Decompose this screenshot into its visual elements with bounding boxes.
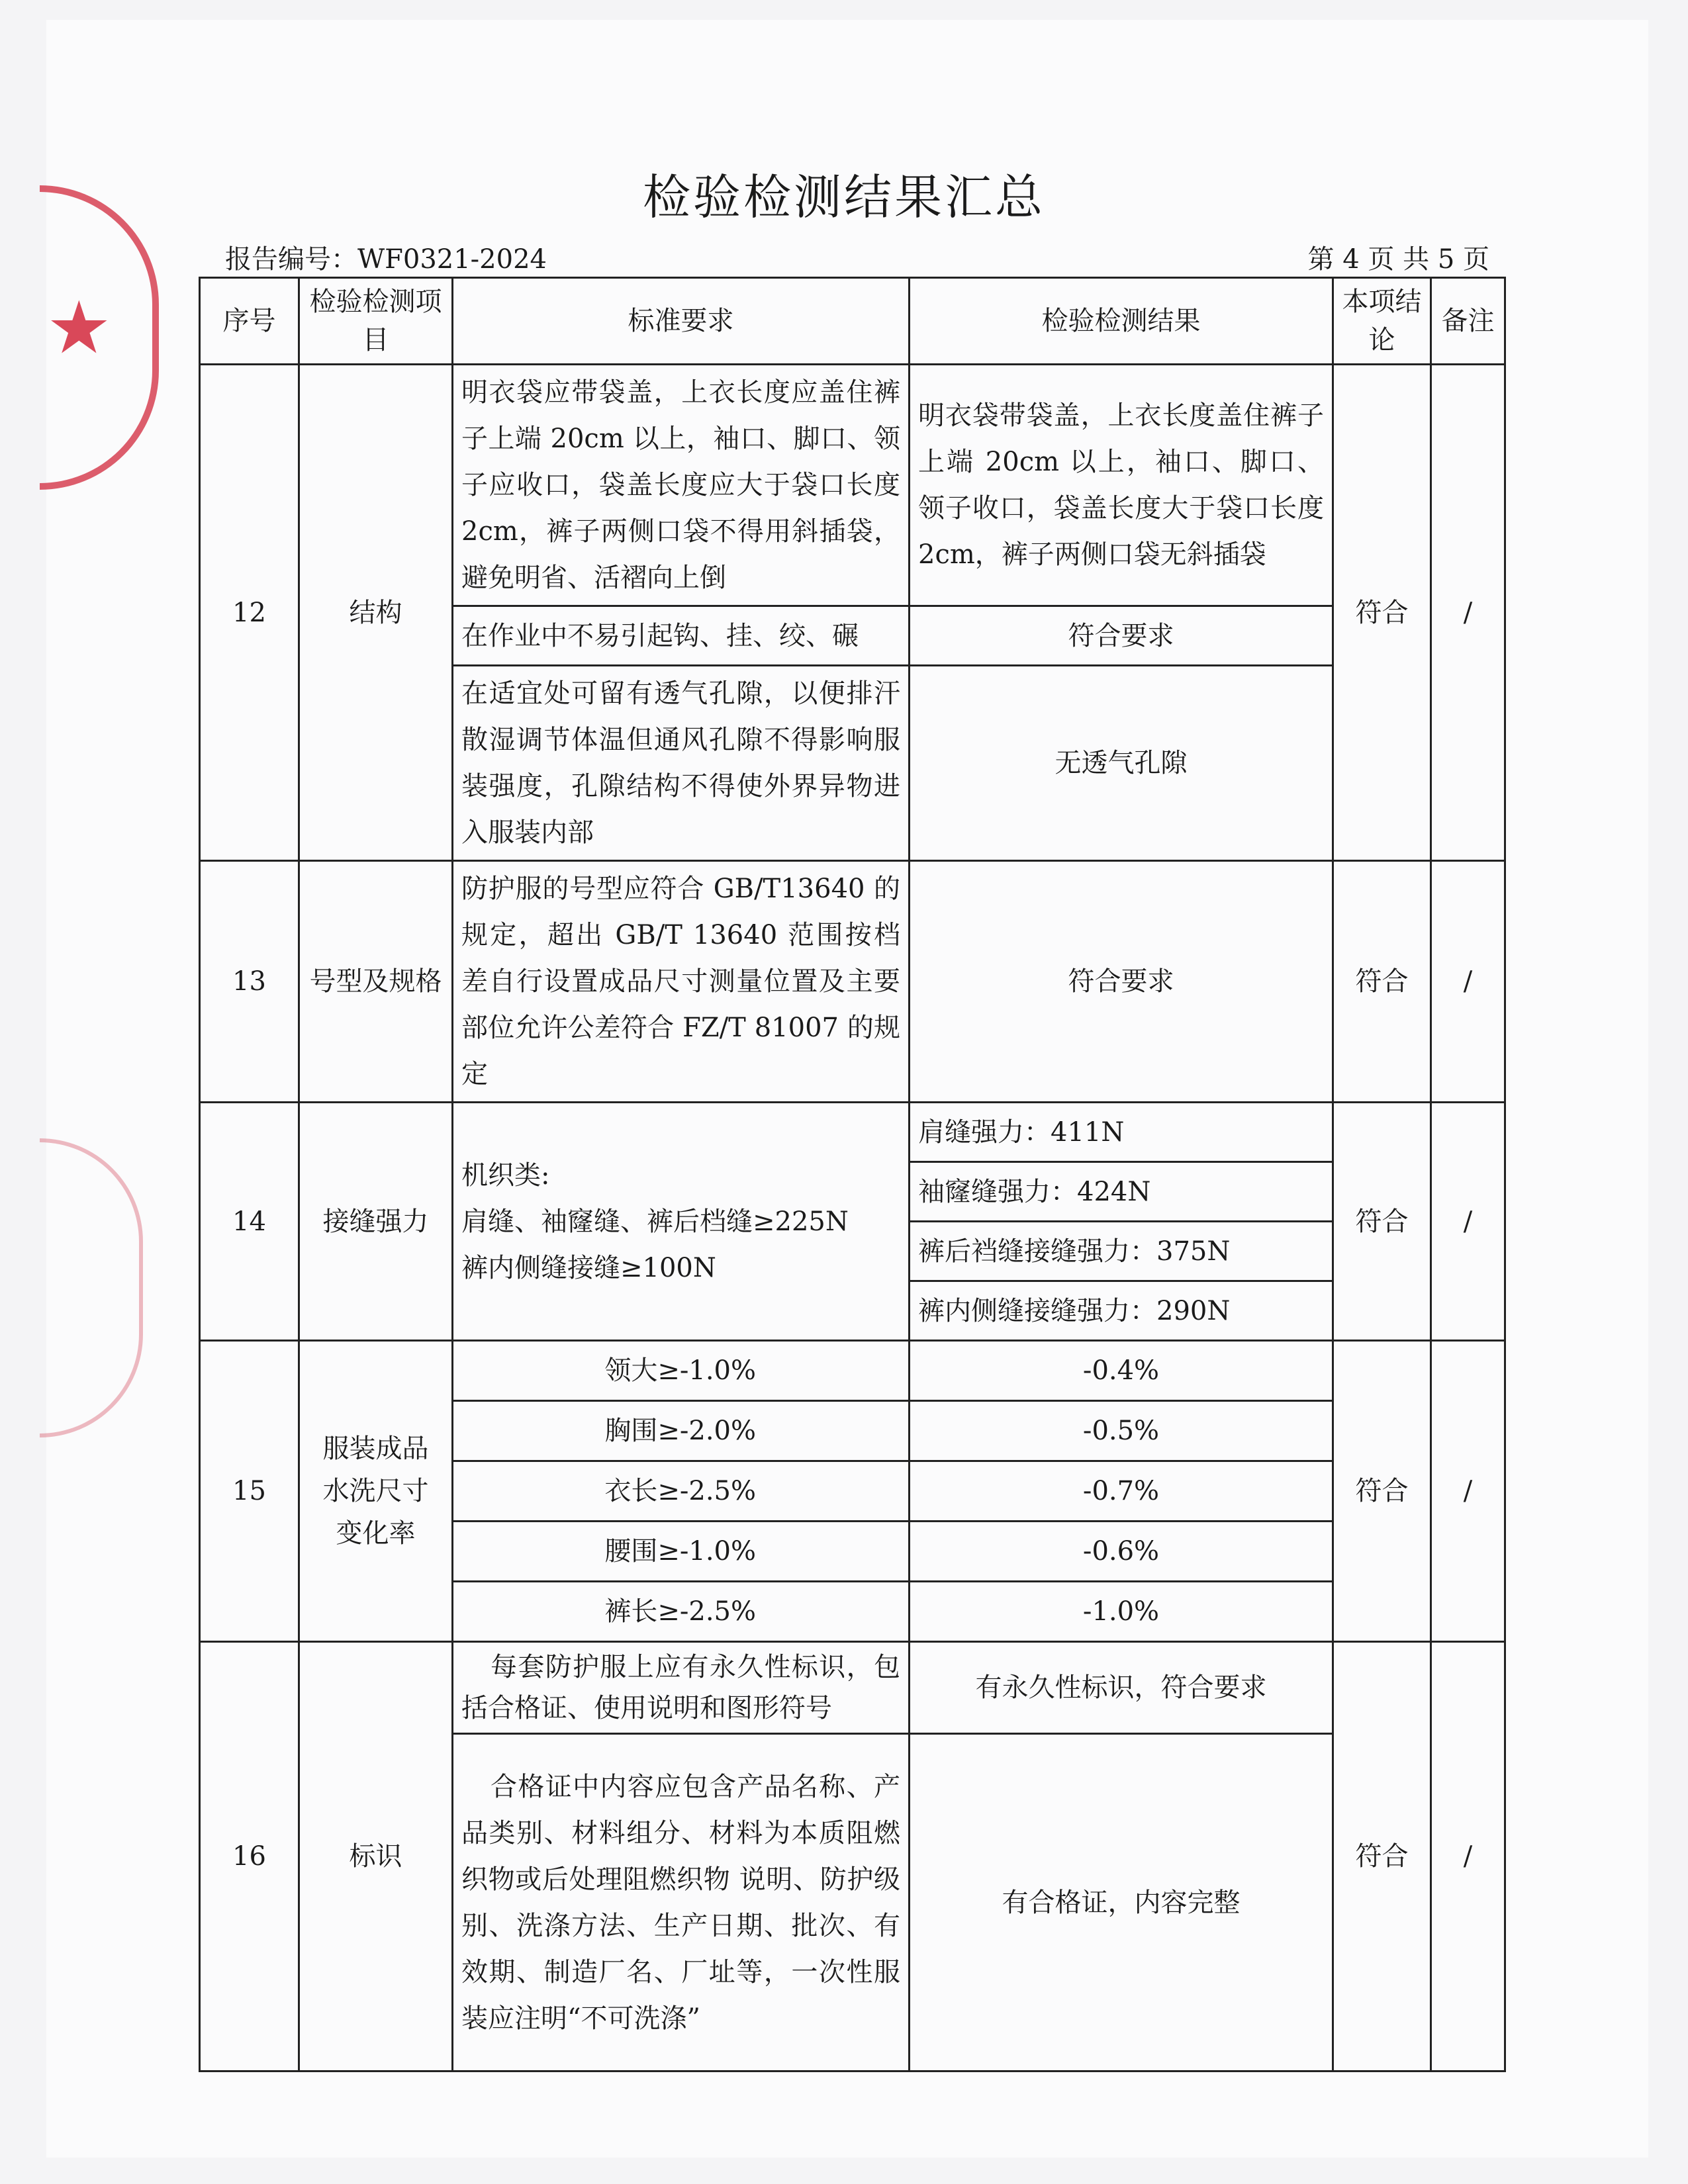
requirement-text: 每套防护服上应有永久性标识，包括合格证、使用说明和图形符号: [453, 1642, 910, 1734]
result-text: -0.4%: [910, 1341, 1333, 1401]
item-name: 号型及规格: [299, 861, 453, 1103]
result-text: 裤内侧缝接缝强力：290N: [910, 1281, 1333, 1341]
page-number: 第 4 页 共 5 页: [1307, 244, 1489, 275]
header-result: 检验检测结果: [910, 278, 1333, 365]
result-text: 有合格证，内容完整: [910, 1734, 1333, 2071]
requirement-line: 机织类:: [461, 1160, 550, 1191]
conclusion: 符合: [1333, 365, 1431, 861]
requirement-text: 明衣袋应带袋盖，上衣长度应盖住裤子上端 20cm 以上，袖口、脚口、领子应收口，袋盖长度应大于袋口长度 2cm，裤子两侧口袋不得用斜插袋，避免明省、活褶向上倒: [453, 365, 910, 606]
remark: /: [1431, 1341, 1505, 1642]
result-text: 符合要求: [910, 606, 1333, 666]
requirement-line: 肩缝、袖窿缝、裤后档缝≥225N: [461, 1206, 849, 1237]
requirement-text: 腰围≥-1.0%: [453, 1522, 910, 1582]
result-text: 裤后裆缝接缝强力：375N: [910, 1222, 1333, 1281]
item-name: 标识: [299, 1642, 453, 2071]
remark: /: [1431, 365, 1505, 861]
report-number: 报告编号：WF0321-2024: [225, 244, 547, 275]
table-row: [200, 1341, 1505, 1401]
header-no: 序号: [200, 278, 299, 365]
requirement-text: 裤长≥-2.5%: [453, 1582, 910, 1642]
requirement-line: 裤内侧缝接缝≥100N: [461, 1252, 716, 1283]
results-table: [199, 277, 1506, 2072]
requirement-text: 胸围≥-2.0%: [453, 1401, 910, 1461]
table-header-row: [200, 278, 1505, 365]
row-number: 13: [200, 861, 299, 1103]
header-item: 检验检测项目: [299, 278, 453, 365]
table-row: [200, 365, 1505, 606]
requirement-text: 领大≥-1.0%: [453, 1341, 910, 1401]
row-number: 15: [200, 1341, 299, 1642]
row-number: 16: [200, 1642, 299, 2071]
requirement-text: 在适宜处可留有透气孔隙，以便排汗散湿调节体温但通风孔隙不得影响服装强度，孔隙结构不得使外界异物进入服装内部: [453, 666, 910, 861]
row-number: 12: [200, 365, 299, 861]
requirement-text: 防护服的号型应符合 GB/T13640 的规定，超出 GB/T 13640 范围按档差自行设置成品尺寸测量位置及主要部位允许公差符合 FZ/T 81007 的规定: [453, 861, 910, 1103]
row-number: 14: [200, 1103, 299, 1341]
page-title: 检验检测结果汇总: [642, 169, 1045, 225]
table-row: [200, 1103, 1505, 1162]
result-text: 明衣袋带袋盖，上衣长度盖住裤子上端 20cm 以上，袖口、脚口、领子收口，袋盖长度大于袋口长度 2cm，裤子两侧口袋无斜插袋: [910, 365, 1333, 606]
item-line: 变化率: [336, 1518, 416, 1549]
seal-star-icon: ★: [46, 285, 112, 370]
result-text: -1.0%: [910, 1582, 1333, 1642]
requirement-text: 合格证中内容应包含产品名称、产品类别、材料组分、材料为本质阻燃织物或后处理阻燃织物 说明、防护级别、洗涤方法、生产日期、批次、有效期、制造厂名、厂址等，一次性服装应注明“不可洗涤”: [453, 1734, 910, 2071]
result-text: -0.6%: [910, 1522, 1333, 1582]
header-conclusion: 本项结论: [1333, 278, 1431, 365]
result-text: 有永久性标识，符合要求: [910, 1642, 1333, 1734]
header-remark: 备注: [1431, 278, 1505, 365]
item-name: [299, 1341, 453, 1642]
item-line: 服装成品: [322, 1433, 429, 1464]
result-text: 袖窿缝强力：424N: [910, 1162, 1333, 1222]
conclusion: 符合: [1333, 1642, 1431, 2071]
table-row: [200, 1642, 1505, 1734]
remark: /: [1431, 861, 1505, 1103]
conclusion: 符合: [1333, 1103, 1431, 1341]
item-name: 结构: [299, 365, 453, 861]
result-text: -0.5%: [910, 1401, 1333, 1461]
result-text: 肩缝强力：411N: [910, 1103, 1333, 1162]
item-name: 接缝强力: [299, 1103, 453, 1341]
remark: /: [1431, 1642, 1505, 2071]
header-requirement: 标准要求: [453, 278, 910, 365]
conclusion: 符合: [1333, 861, 1431, 1103]
requirement-text: 在作业中不易引起钩、挂、绞、碾: [453, 606, 910, 666]
conclusion: 符合: [1333, 1341, 1431, 1642]
result-text: 无透气孔隙: [910, 666, 1333, 861]
requirement-text: [453, 1103, 910, 1341]
requirement-text: 衣长≥-2.5%: [453, 1461, 910, 1522]
remark: /: [1431, 1103, 1505, 1341]
item-line: 水洗尺寸: [322, 1476, 429, 1506]
result-text: 符合要求: [910, 861, 1333, 1103]
result-text: -0.7%: [910, 1461, 1333, 1522]
table-row: [200, 861, 1505, 1103]
